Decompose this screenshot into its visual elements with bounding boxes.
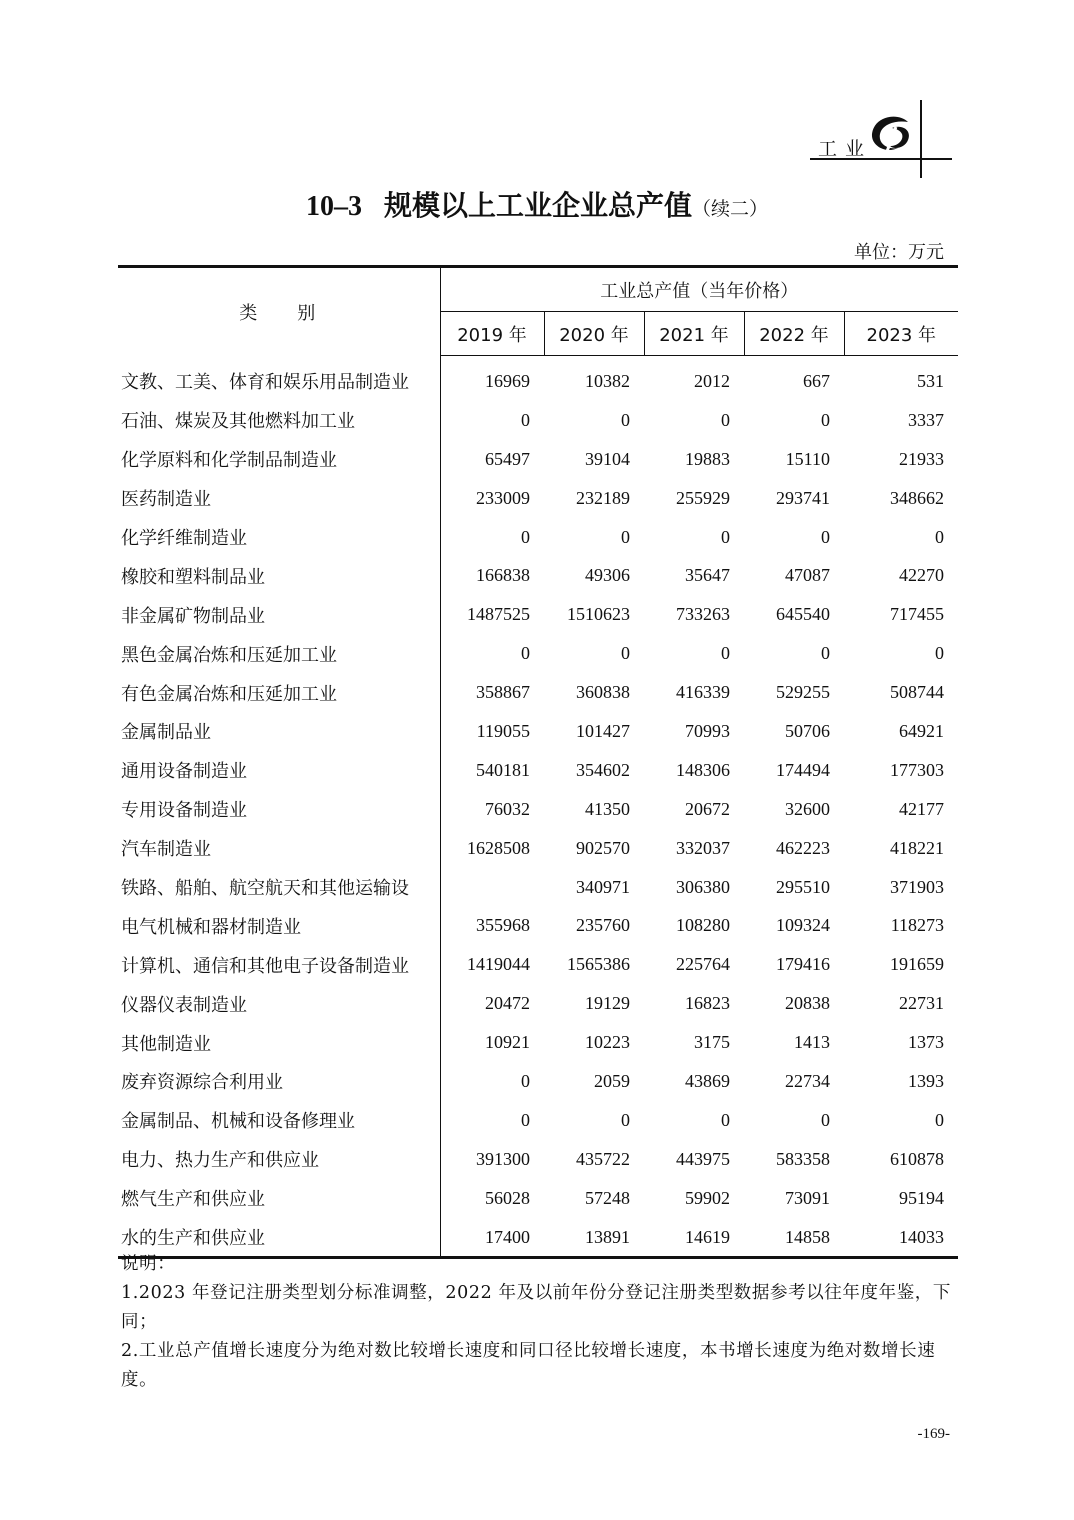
section-logo-icon bbox=[868, 114, 914, 156]
category-cell: 其他制造业 bbox=[118, 1023, 440, 1062]
value-cell: 21933 bbox=[899, 448, 945, 469]
value-cell: 17400 bbox=[440, 1218, 544, 1258]
value-cell: 0 bbox=[621, 526, 630, 547]
value-cell: 645540 bbox=[776, 604, 830, 625]
table-row bbox=[118, 984, 958, 1023]
value-cell: 50706 bbox=[785, 720, 830, 741]
value-cell: 108280 bbox=[676, 915, 730, 936]
value-cell: 20472 bbox=[485, 993, 530, 1014]
category-cell: 非金属矿物制品业 bbox=[118, 595, 440, 634]
category-cell: 计算机、通信和其他电子设备制造业 bbox=[118, 945, 440, 984]
table-row bbox=[118, 1101, 958, 1140]
value-cell: 610878 bbox=[890, 1148, 945, 1169]
category-cell: 黑色金属冶炼和压延加工业 bbox=[118, 634, 440, 673]
value-cell: 0 bbox=[621, 643, 630, 664]
value-cell: 0 bbox=[821, 643, 830, 664]
value-cell: 0 bbox=[521, 1070, 530, 1091]
value-cell: 76032 bbox=[485, 798, 530, 819]
page-title bbox=[0, 184, 1074, 224]
value-cell: 232189 bbox=[576, 487, 630, 508]
value-cell: 10223 bbox=[585, 1032, 630, 1053]
value-cell: 0 bbox=[621, 1109, 630, 1130]
value-cell: 508744 bbox=[890, 682, 945, 703]
value-cell: 0 bbox=[521, 526, 530, 547]
value-cell: 1413 bbox=[794, 1032, 830, 1053]
value-cell: 355968 bbox=[476, 915, 530, 936]
category-cell: 水的生产和供应业 bbox=[118, 1218, 440, 1258]
category-cell: 仪器仪表制造业 bbox=[118, 984, 440, 1023]
value-cell: 0 bbox=[721, 643, 730, 664]
value-cell: 0 bbox=[821, 409, 830, 430]
value-cell: 717455 bbox=[890, 604, 945, 625]
category-cell: 汽车制造业 bbox=[118, 829, 440, 868]
value-cell: 3175 bbox=[694, 1032, 730, 1053]
value-cell: 47087 bbox=[785, 565, 830, 586]
value-cell: 166838 bbox=[476, 565, 530, 586]
value-cell: 0 bbox=[721, 1109, 730, 1130]
value-cell: 32600 bbox=[785, 798, 830, 819]
category-column-header: 类别 bbox=[118, 267, 440, 356]
value-cell: 2012 bbox=[694, 370, 730, 391]
value-cell: 435722 bbox=[576, 1148, 630, 1169]
table-row bbox=[118, 751, 958, 790]
value-cell: 42270 bbox=[899, 565, 945, 586]
notes-section bbox=[121, 1250, 961, 1395]
page-number: -169- bbox=[917, 1426, 950, 1442]
table-row bbox=[118, 518, 958, 557]
category-cell: 金属制品业 bbox=[118, 712, 440, 751]
value-cell: 233009 bbox=[476, 487, 530, 508]
category-cell: 燃气生产和供应业 bbox=[118, 1179, 440, 1218]
value-cell: 0 bbox=[935, 643, 945, 664]
value-cell: 95194 bbox=[899, 1187, 945, 1208]
value-cell: 3337 bbox=[908, 409, 945, 430]
section-corner-mark bbox=[810, 100, 960, 180]
table-row bbox=[118, 401, 958, 440]
value-cell: 1628508 bbox=[467, 837, 530, 858]
table-row bbox=[118, 479, 958, 518]
value-cell: 0 bbox=[935, 526, 945, 547]
table-row bbox=[118, 556, 958, 595]
table-row bbox=[118, 1023, 958, 1062]
value-cell: 733263 bbox=[676, 604, 730, 625]
value-cell: 416339 bbox=[676, 682, 730, 703]
category-cell: 金属制品、机械和设备修理业 bbox=[118, 1101, 440, 1140]
table-title-text: 规模以上工业企业总产值 bbox=[383, 189, 692, 222]
value-cell: 902570 bbox=[576, 837, 630, 858]
category-cell: 专用设备制造业 bbox=[118, 790, 440, 829]
table-number: 10–3 bbox=[305, 191, 362, 222]
category-cell: 化学原料和化学制品制造业 bbox=[118, 440, 440, 479]
value-cell: 57248 bbox=[585, 1187, 630, 1208]
value-cell: 35647 bbox=[685, 565, 730, 586]
year-column-header: 2021 年 bbox=[644, 312, 744, 356]
table-row bbox=[118, 906, 958, 945]
year-column-header: 2020 年 bbox=[544, 312, 644, 356]
table-row bbox=[118, 1140, 958, 1179]
value-cell: 148306 bbox=[676, 759, 730, 780]
value-cell: 1373 bbox=[908, 1032, 945, 1053]
category-cell: 医药制造业 bbox=[118, 479, 440, 518]
year-column-header: 2023 年 bbox=[844, 312, 958, 356]
value-cell: 43869 bbox=[685, 1070, 730, 1091]
value-cell: 109324 bbox=[776, 915, 830, 936]
value-cell: 13891 bbox=[544, 1218, 644, 1258]
value-cell: 10382 bbox=[585, 370, 630, 391]
value-cell: 531 bbox=[917, 370, 945, 391]
value-cell: 179416 bbox=[776, 954, 830, 975]
value-cell: 1565386 bbox=[567, 954, 630, 975]
value-cell: 0 bbox=[521, 409, 530, 430]
industry-output-table bbox=[118, 265, 958, 1259]
value-cell: 19129 bbox=[585, 993, 630, 1014]
value-cell: 340971 bbox=[576, 876, 630, 897]
value-cell: 65497 bbox=[485, 448, 530, 469]
table-row bbox=[118, 829, 958, 868]
value-cell: 22734 bbox=[785, 1070, 830, 1091]
value-cell: 293741 bbox=[776, 487, 830, 508]
value-cell: 42177 bbox=[899, 798, 945, 819]
value-cell: 583358 bbox=[776, 1148, 830, 1169]
year-column-header: 2022 年 bbox=[744, 312, 844, 356]
table-row bbox=[118, 1062, 958, 1101]
value-cell: 15110 bbox=[785, 448, 830, 469]
table-row bbox=[118, 595, 958, 634]
value-cell: 529255 bbox=[776, 682, 830, 703]
value-cell: 354602 bbox=[576, 759, 630, 780]
value-cell: 16823 bbox=[685, 993, 730, 1014]
value-cell: 56028 bbox=[485, 1187, 530, 1208]
section-label: 工业 bbox=[818, 138, 873, 160]
table-row bbox=[118, 440, 958, 479]
table-continuation: （续二） bbox=[692, 198, 769, 220]
table-row bbox=[118, 790, 958, 829]
category-cell: 文教、工美、体育和娱乐用品制造业 bbox=[118, 356, 440, 401]
value-cell: 295510 bbox=[776, 876, 830, 897]
value-cell: 1487525 bbox=[467, 604, 530, 625]
output-group-header: 工业总产值（当年价格） bbox=[440, 267, 958, 312]
value-cell: 0 bbox=[521, 1109, 530, 1130]
table-row bbox=[118, 945, 958, 984]
value-cell: 0 bbox=[621, 409, 630, 430]
value-cell: 443975 bbox=[676, 1148, 730, 1169]
value-cell: 19883 bbox=[685, 448, 730, 469]
value-cell: 418221 bbox=[890, 837, 945, 858]
value-cell: 22731 bbox=[899, 993, 945, 1014]
value-cell: 225764 bbox=[676, 954, 730, 975]
value-cell: 332037 bbox=[676, 837, 730, 858]
value-cell: 41350 bbox=[585, 798, 630, 819]
value-cell: 174494 bbox=[776, 759, 830, 780]
value-cell: 540181 bbox=[476, 759, 530, 780]
value-cell: 20672 bbox=[685, 798, 730, 819]
value-cell: 348662 bbox=[890, 487, 945, 508]
value-cell: 255929 bbox=[676, 487, 730, 508]
value-cell: 119055 bbox=[476, 720, 530, 741]
value-cell: 235760 bbox=[576, 915, 630, 936]
category-cell: 化学纤维制造业 bbox=[118, 518, 440, 557]
value-cell: 0 bbox=[521, 643, 530, 664]
year-column-header: 2019 年 bbox=[440, 312, 544, 356]
value-cell: 0 bbox=[821, 526, 830, 547]
value-cell: 64921 bbox=[899, 720, 945, 741]
table-row bbox=[118, 634, 958, 673]
category-cell: 铁路、船舶、航空航天和其他运输设 bbox=[118, 868, 440, 907]
value-cell: 39104 bbox=[585, 448, 630, 469]
value-cell: 358867 bbox=[476, 682, 530, 703]
value-cell: 14858 bbox=[744, 1218, 844, 1258]
corner-vertical-rule bbox=[920, 100, 922, 178]
value-cell: 49306 bbox=[585, 565, 630, 586]
value-cell: 462223 bbox=[776, 837, 830, 858]
category-cell: 石油、煤炭及其他燃料加工业 bbox=[118, 401, 440, 440]
category-cell: 电气机械和器材制造业 bbox=[118, 906, 440, 945]
table-row bbox=[118, 868, 958, 907]
unit-label: 单位：万元 bbox=[854, 242, 944, 263]
value-cell: 118273 bbox=[890, 915, 945, 936]
value-cell: 73091 bbox=[785, 1187, 830, 1208]
value-cell: 16969 bbox=[485, 370, 530, 391]
value-cell: 371903 bbox=[890, 876, 945, 897]
table-row bbox=[118, 673, 958, 712]
value-cell: 0 bbox=[721, 409, 730, 430]
table-row bbox=[118, 712, 958, 751]
category-cell: 废弃资源综合利用业 bbox=[118, 1062, 440, 1101]
value-cell: 0 bbox=[721, 526, 730, 547]
value-cell: 191659 bbox=[890, 954, 945, 975]
value-cell: 1393 bbox=[908, 1070, 945, 1091]
value-cell: 360838 bbox=[576, 682, 630, 703]
value-cell bbox=[440, 868, 544, 907]
value-cell: 0 bbox=[821, 1109, 830, 1130]
value-cell: 14033 bbox=[844, 1218, 958, 1258]
value-cell: 14619 bbox=[644, 1218, 744, 1258]
value-cell: 70993 bbox=[685, 720, 730, 741]
value-cell: 306380 bbox=[676, 876, 730, 897]
note-item: 1.2023 年登记注册类型划分标准调整，2022 年及以前年份分登记注册类型数据参考以往年度年鉴，下同； bbox=[121, 1283, 951, 1332]
table-row bbox=[118, 1179, 958, 1218]
notes-heading: 说明： bbox=[121, 1254, 176, 1274]
category-cell: 电力、热力生产和供应业 bbox=[118, 1140, 440, 1179]
category-cell: 有色金属冶炼和压延加工业 bbox=[118, 673, 440, 712]
value-cell: 177303 bbox=[890, 759, 945, 780]
category-cell: 橡胶和塑料制品业 bbox=[118, 556, 440, 595]
value-cell: 10921 bbox=[485, 1032, 530, 1053]
value-cell: 20838 bbox=[785, 993, 830, 1014]
value-cell: 667 bbox=[803, 370, 830, 391]
category-cell: 通用设备制造业 bbox=[118, 751, 440, 790]
value-cell: 1510623 bbox=[567, 604, 630, 625]
value-cell: 59902 bbox=[685, 1187, 730, 1208]
note-item: 2.工业总产值增长速度分为绝对数比较增长速度和同口径比较增长速度，本书增长速度为绝对数增长速度。 bbox=[121, 1341, 936, 1390]
value-cell: 101427 bbox=[576, 720, 630, 741]
table-row bbox=[118, 356, 958, 401]
value-cell: 2059 bbox=[594, 1070, 630, 1091]
value-cell: 391300 bbox=[476, 1148, 530, 1169]
value-cell: 0 bbox=[935, 1109, 945, 1130]
value-cell: 1419044 bbox=[467, 954, 530, 975]
